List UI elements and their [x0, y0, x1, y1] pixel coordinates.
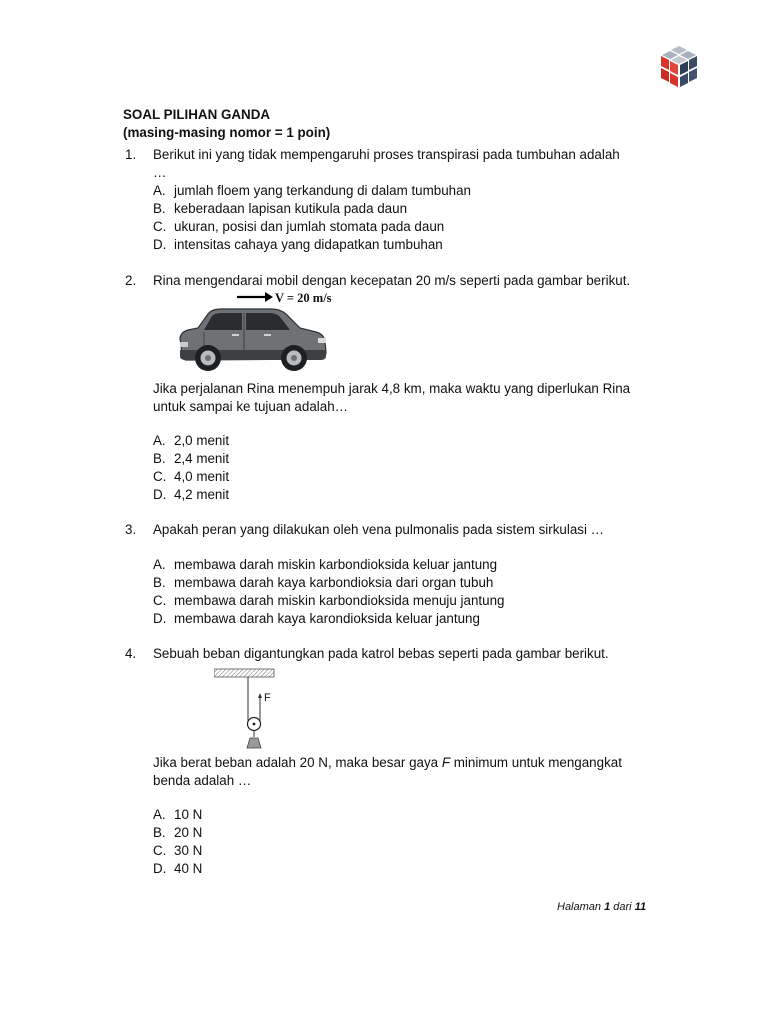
option-text: membawa darah kaya karondioksida keluar jantung: [174, 611, 480, 626]
option-text: 10 N: [174, 807, 203, 822]
option-a: [153, 182, 471, 200]
option-letter: D.: [153, 611, 167, 626]
option-text: 4,0 menit: [174, 469, 230, 484]
option-d: [153, 486, 229, 504]
option-text: membawa darah miskin karbondioksida keluar jantung: [174, 557, 498, 572]
option-letter: C.: [153, 469, 167, 484]
option-text: intensitas cahaya yang didapatkan tumbuhan: [174, 237, 443, 252]
option-letter: D.: [153, 487, 167, 502]
option-d: [153, 610, 480, 628]
question-followup-continued: untuk sampai ke tujuan adalah…: [153, 399, 349, 414]
section-title: SOAL PILIHAN GANDA: [123, 107, 271, 122]
car-icon: [176, 306, 330, 376]
option-text: 30 N: [174, 843, 203, 858]
option-b: [153, 200, 407, 218]
footer-prefix: Halaman: [557, 901, 605, 913]
arrow-right-icon: [237, 290, 273, 304]
question-text: Rina mengendarai mobil dengan kecepatan 20 m/s seperti pada gambar berikut.: [153, 273, 631, 288]
question-text-continued: …: [153, 165, 167, 180]
option-c: [153, 468, 229, 486]
option-letter: B.: [153, 575, 166, 590]
question-text: Berikut ini yang tidak mempengaruhi proses transpirasi pada tumbuhan adalah: [153, 147, 620, 162]
option-b: [153, 450, 229, 468]
option-c: [153, 218, 444, 236]
option-a: [153, 432, 229, 450]
question-number: 3.: [125, 522, 137, 537]
option-text: 40 N: [174, 861, 203, 876]
option-letter: A.: [153, 433, 166, 448]
option-text: ukuran, posisi dan jumlah stomata pada daun: [174, 219, 445, 234]
option-d: [153, 860, 202, 878]
question-text: Sebuah beban digantungkan pada katrol bebas seperti pada gambar berikut.: [153, 646, 609, 661]
question-number: 4.: [125, 646, 137, 661]
pulley-diagram: [214, 668, 276, 750]
option-letter: C.: [153, 843, 167, 858]
option-b: [153, 824, 202, 842]
force-variable: F: [441, 755, 451, 770]
option-letter: D.: [153, 237, 167, 252]
option-letter: C.: [153, 219, 167, 234]
logo-icon: [653, 44, 705, 92]
question-followup: Jika perjalanan Rina menempuh jarak 4,8 km, maka waktu yang diperlukan Rina: [153, 381, 631, 396]
option-a: [153, 556, 497, 574]
option-letter: B.: [153, 451, 166, 466]
followup-text-post: minimum untuk mengangkat: [450, 755, 622, 770]
option-letter: A.: [153, 183, 166, 198]
option-text: keberadaan lapisan kutikula pada daun: [174, 201, 408, 216]
option-letter: D.: [153, 861, 167, 876]
option-text: 20 N: [174, 825, 203, 840]
option-a: [153, 806, 202, 824]
total-pages: 11: [634, 901, 647, 913]
option-text: membawa darah kaya karbondioksia dari organ tubuh: [174, 575, 494, 590]
section-subtitle: (masing-masing nomor = 1 poin): [123, 125, 331, 140]
option-d: [153, 236, 443, 254]
option-b: [153, 574, 493, 592]
question-number: 2.: [125, 273, 137, 288]
option-letter: C.: [153, 593, 167, 608]
option-text: jumlah floem yang terkandung di dalam tumbuhan: [174, 183, 472, 198]
question-text: Apakah peran yang dilakukan oleh vena pulmonalis pada sistem sirkulasi …: [153, 522, 605, 537]
page-footer: [557, 898, 646, 916]
velocity-label: V = 20 m/s: [275, 291, 332, 305]
force-label: F: [264, 692, 271, 704]
question-number: 1.: [125, 147, 137, 162]
option-c: [153, 592, 504, 610]
option-letter: B.: [153, 825, 166, 840]
question-followup: [153, 754, 622, 772]
option-letter: B.: [153, 201, 166, 216]
footer-mid: dari: [610, 901, 635, 913]
followup-text-pre: Jika berat beban adalah 20 N, maka besar gaya: [153, 755, 442, 770]
option-letter: A.: [153, 807, 166, 822]
option-letter: A.: [153, 557, 166, 572]
option-c: [153, 842, 202, 860]
current-page: 1: [604, 901, 611, 913]
option-text: 4,2 menit: [174, 487, 230, 502]
option-text: 2,0 menit: [174, 433, 230, 448]
option-text: membawa darah miskin karbondioksida menuju jantung: [174, 593, 505, 608]
option-text: 2,4 menit: [174, 451, 230, 466]
question-followup-continued: benda adalah …: [153, 773, 252, 788]
